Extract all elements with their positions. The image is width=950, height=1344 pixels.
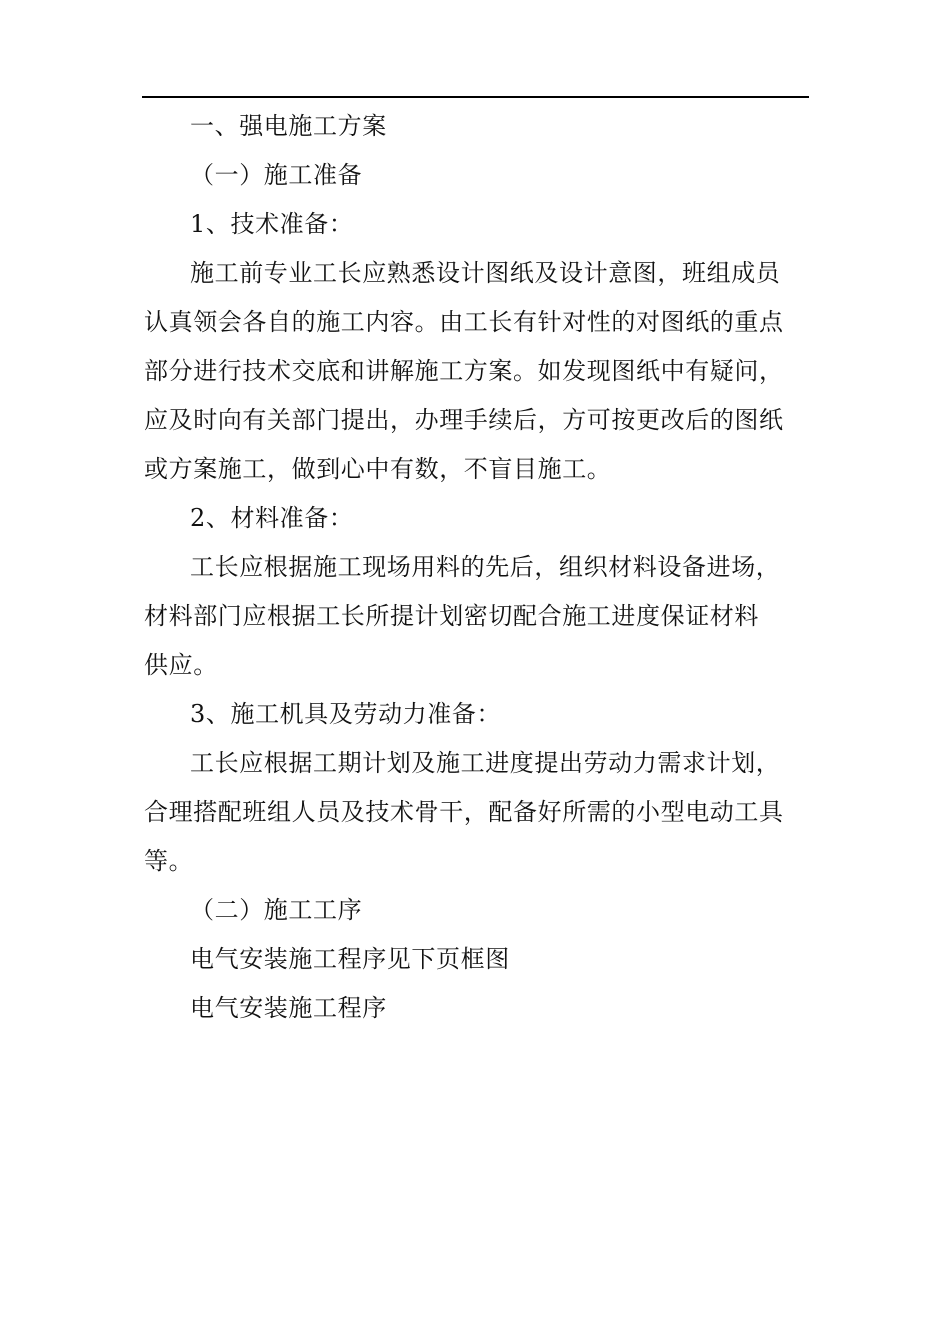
paragraph-line: 合理搭配班组人员及技术骨干，配备好所需的小型电动工具	[144, 798, 784, 826]
paragraph-line: 施工前专业工长应熟悉设计图纸及设计意图，班组成员	[190, 259, 781, 287]
paragraph-line: 或方案施工，做到心中有数，不盲目施工。	[144, 455, 612, 483]
paragraph-line: 工长应根据施工现场用料的先后，组织材料设备进场，	[190, 553, 781, 581]
paragraph-line: 供应。	[144, 651, 218, 679]
paragraph-line: 部分进行技术交底和讲解施工方案。如发现图纸中有疑问，	[144, 357, 784, 385]
paragraph-line: 应及时向有关部门提出，办理手续后，方可按更改后的图纸	[144, 406, 784, 434]
subsection-heading-process: （二）施工工序	[190, 896, 363, 924]
paragraph-line: 材料部门应根据工长所提计划密切配合施工进度保证材料	[144, 602, 759, 630]
process-title: 电气安装施工程序	[190, 994, 387, 1022]
item-heading-tools-labor: 3、施工机具及劳动力准备：	[190, 700, 502, 728]
item-heading-technical: 1、技术准备：	[190, 210, 354, 238]
section-heading: 一、强电施工方案	[190, 112, 387, 140]
paragraph-line: 工长应根据工期计划及施工进度提出劳动力需求计划，	[190, 749, 781, 777]
item-heading-material: 2、材料准备：	[190, 504, 354, 532]
subsection-heading-preparation: （一）施工准备	[190, 161, 363, 189]
document-body	[144, 102, 809, 1033]
process-note: 电气安装施工程序见下页框图	[190, 945, 510, 973]
paragraph-line: 认真领会各自的施工内容。由工长有针对性的对图纸的重点	[144, 308, 784, 336]
header-rule	[142, 96, 809, 98]
paragraph-line: 等。	[144, 847, 194, 875]
